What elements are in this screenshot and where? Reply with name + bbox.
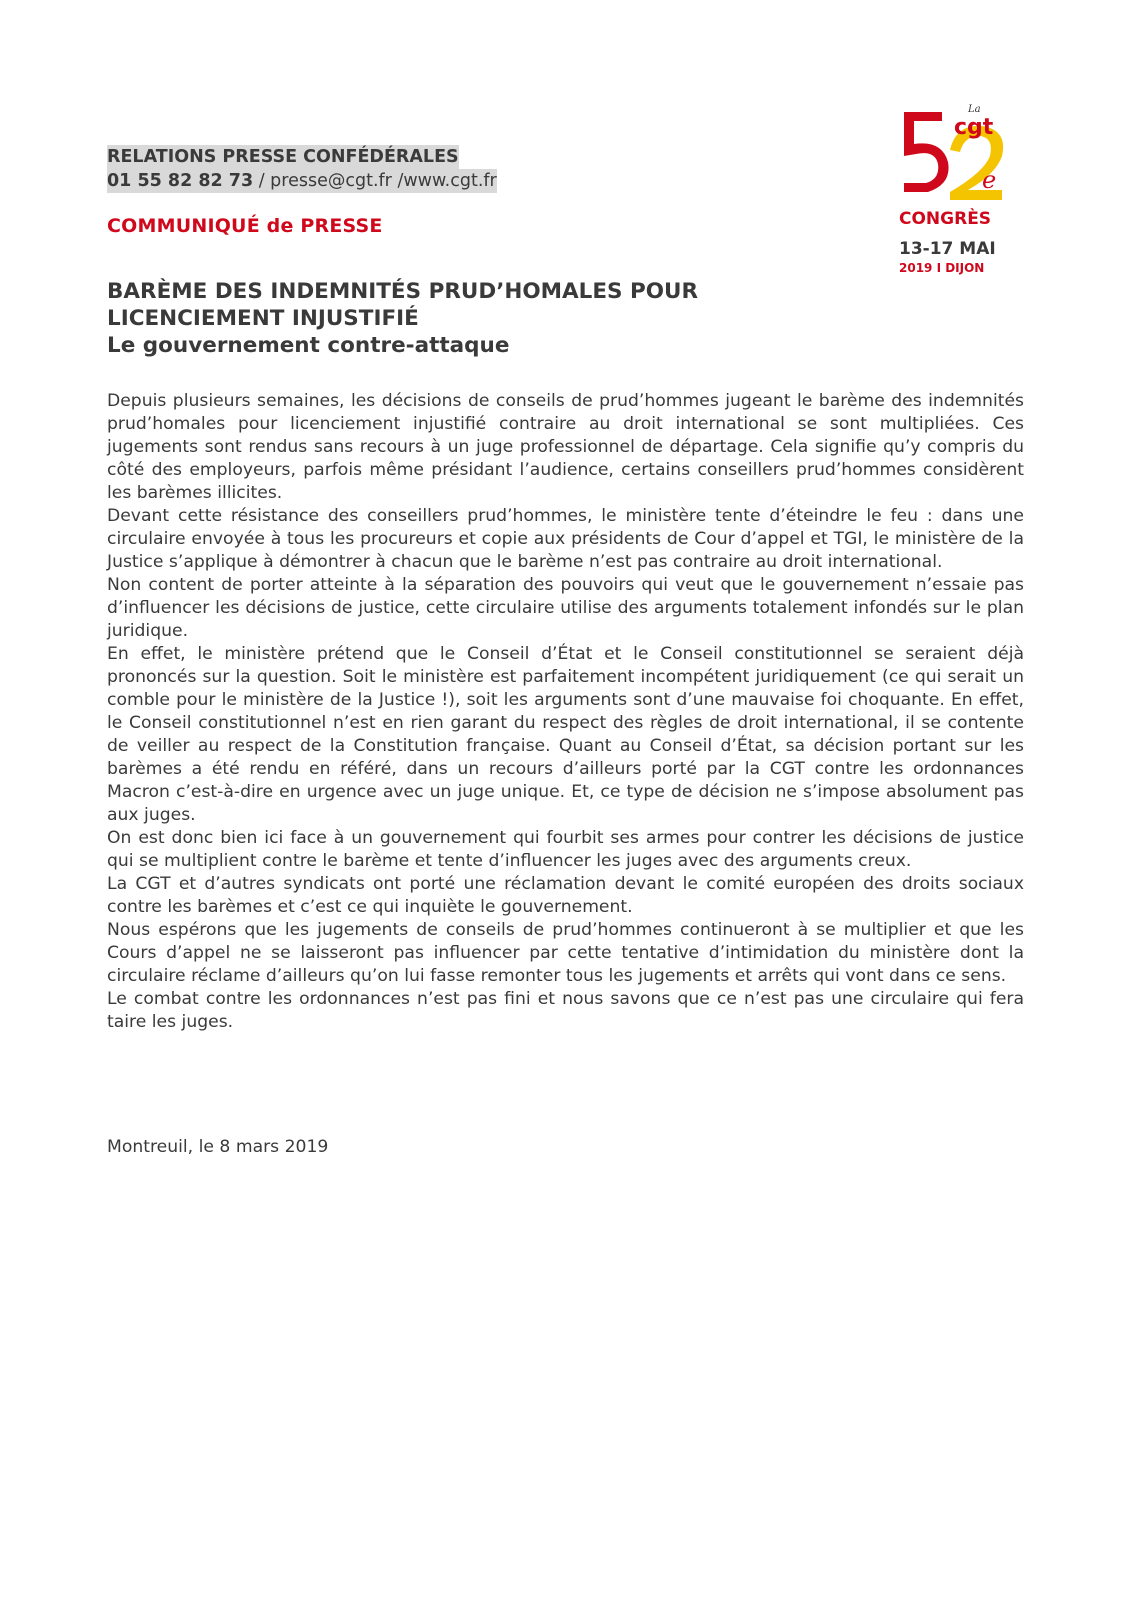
paragraph: Nous espérons que les jugements de conseils de prud’hommes continueront à se multiplier et que les Cours d’appel ne se laisseront pas influencer par cette tentative d’intimidation du ministère dont la circulaire réclame d’ailleurs qu’on lui fasse remonter tous les jugements et arrêts qui vont dans ce sens.: [107, 920, 1024, 986]
signature-date: Montreuil, le 8 mars 2019: [107, 1137, 329, 1157]
title-line-1: BARÈME DES INDEMNITÉS PRUD’HOMALES POUR: [107, 279, 699, 304]
paragraph: Non content de porter atteinte à la séparation des pouvoirs qui veut que le gouvernement n’essaie pas d’influencer les décisions de justice, cette circulaire utilise des arguments totalement infondés sur le plan juridique.: [107, 575, 1024, 641]
paragraph: On est donc bien ici face à un gouvernement qui fourbit ses armes pour contrer les décisions de justice qui se multiplient contre le barème et tente d’influencer les juges avec des arguments creux.: [107, 828, 1024, 871]
press-contact-header: [107, 145, 497, 193]
logo-year-city-text: 2019 I DIJON: [899, 261, 985, 275]
title-line-2: LICENCIEMENT INJUSTIFIÉ: [107, 306, 419, 331]
logo-ordinal-text: e: [982, 166, 997, 194]
five-glyph-icon: [904, 112, 949, 192]
logo-dates-text: 13-17 MAI: [899, 239, 996, 259]
contact-separator: /: [391, 171, 404, 191]
logo-la-text: La: [968, 104, 981, 115]
press-email[interactable]: presse@cgt.fr: [270, 171, 392, 191]
press-relations-label: RELATIONS PRESSE CONFÉDÉRALES: [107, 147, 459, 167]
communique-label: COMMUNIQUÉ de PRESSE: [107, 215, 383, 237]
paragraph: Devant cette résistance des conseillers prud’hommes, le ministère tente d’éteindre le feu : dans une circulaire envoyée à tous les procureurs et copie aux présidents de Cour d’appel et TGI, le ministère de la Justice s’applique à démontrer à chacun que le barème n’est pas contraire au droit international.: [107, 506, 1024, 572]
paragraph: Depuis plusieurs semaines, les décisions de conseils de prud’hommes jugeant le barème des indemnités prud’homales pour licenciement injustifié contraire au droit international se sont multipliées. Ces jugements sont rendus sans recours à un juge professionnel de départage. Cela signifie qu’y compris du côté des employeurs, parfois même présidant l’audience, certains conseillers prud’hommes considèrent les barèmes illicites.: [107, 391, 1024, 503]
press-website[interactable]: www.cgt.fr: [403, 171, 497, 191]
contact-separator: /: [253, 171, 271, 191]
press-contact-line: [107, 169, 497, 193]
paragraph: En effet, le ministère prétend que le Conseil d’État et le Conseil constitutionnel se seraient déjà prononcés sur la question. Soit le ministère est parfaitement incompétent juridiquement (ce qui serait un comble pour le ministère de la Justice !), soit les arguments sont d’une mauvaise foi choquante. En effet, le Conseil constitutionnel n’est en rien garant du respect des règles de droit international, il se contente de veiller au respect de la Constitution française. Quant au Conseil d’État, sa décision portant sur les barèmes a été rendu en référé, dans un recours d’ailleurs porté par la CGT contre les ordonnances Macron c’est-à-dire en urgence avec un juge unique. Et, ce type de décision ne s’impose absolument pas aux juges.: [107, 644, 1024, 825]
paragraph: La CGT et d’autres syndicats ont porté une réclamation devant le comité européen des droits sociaux contre les barèmes et c’est ce qui inquiète le gouvernement.: [107, 874, 1024, 917]
press-release-title: [107, 278, 698, 359]
logo-cgt-text: cgt: [954, 115, 994, 140]
body-text: [107, 390, 1024, 1034]
title-subtitle: Le gouvernement contre-attaque: [107, 333, 510, 358]
logo-congres-text: CONGRÈS: [899, 209, 992, 229]
cgt-congress-logo: [898, 104, 1018, 284]
press-phone: 01 55 82 82 73: [107, 171, 254, 191]
paragraph: Le combat contre les ordonnances n’est pas fini et nous savons que ce n’est pas une circulaire qui fera taire les juges.: [107, 989, 1024, 1032]
